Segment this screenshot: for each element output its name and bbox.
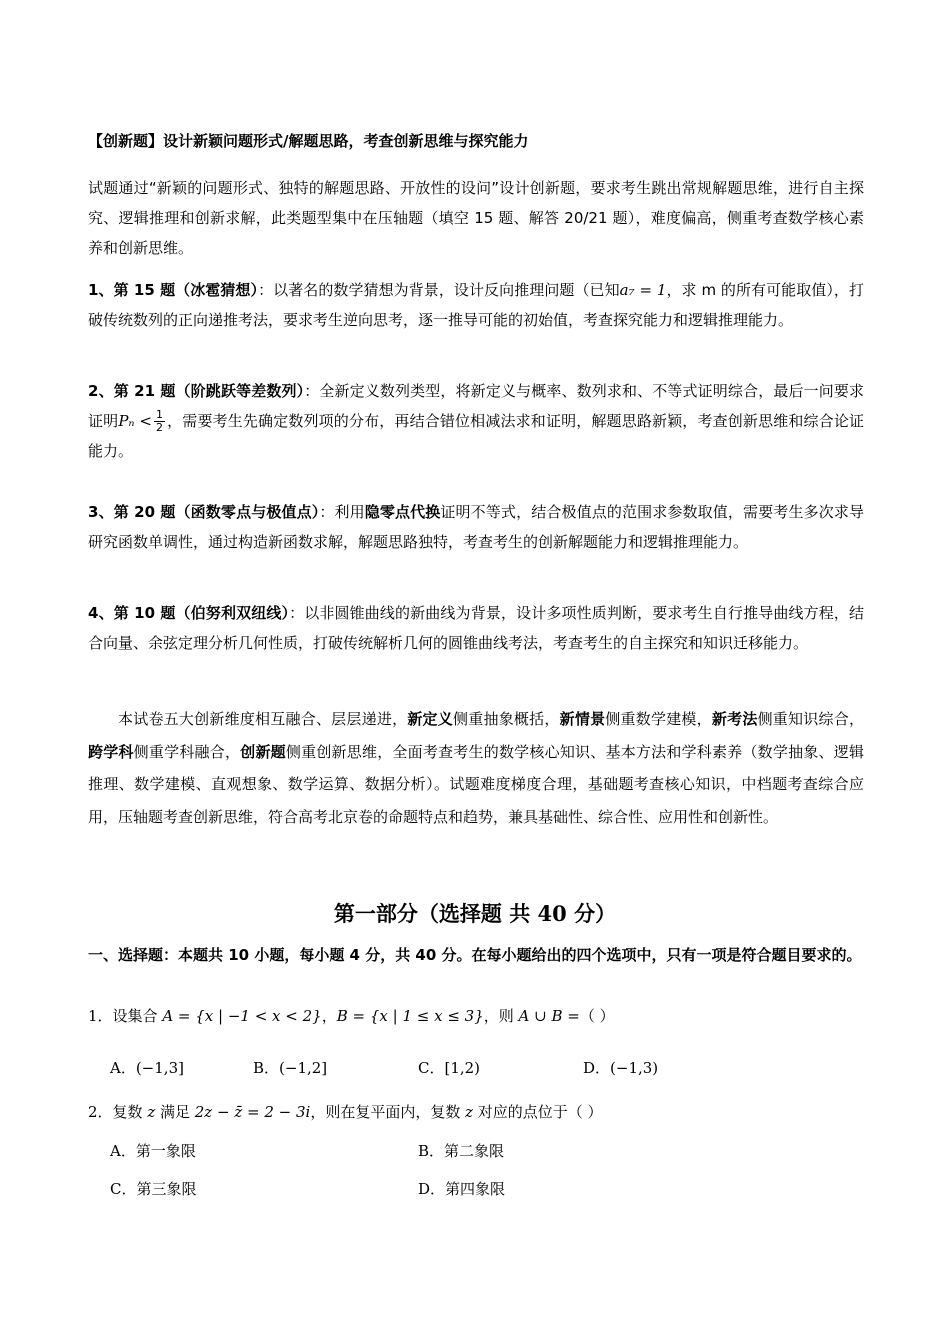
summary-text: 侧重学科融合， <box>133 742 241 761</box>
summary-text: 侧重抽象概括， <box>453 710 560 728</box>
item-text: ：以非圆锥曲线的新曲线为背景，设计多项性质判断，要求考生自行推导曲线方程，结合向量、余弦定理分析几何性质，打破传统解析几何的圆锥曲线考法，考查考生的自主探究和知识迁移能力。 <box>88 604 864 652</box>
math-expression: a₇ = 1 <box>619 281 667 299</box>
question-text: 对应的点位于（ ） <box>473 1103 603 1121</box>
summary-bold: 新考法 <box>711 710 758 728</box>
question-1-option-b[interactable]: B．(−1,2] <box>253 1059 328 1077</box>
question-text: =（ ） <box>562 1007 615 1025</box>
math-variable: z <box>147 1103 156 1121</box>
item-lead: 4、第 10 题（伯努利双纽线） <box>88 604 290 622</box>
question-1-option-a[interactable]: A．(−1,3] <box>110 1059 184 1077</box>
question-text: 1．设集合 <box>88 1007 163 1025</box>
item-lead: 3、第 20 题（函数零点与极值点） <box>88 503 320 521</box>
question-text: 满足 <box>155 1103 195 1121</box>
math-expression: B = {x | 1 ≤ x ≤ 3} <box>336 1007 484 1025</box>
question-text: 2．复数 <box>88 1103 148 1121</box>
item-text: ：以著名的数学猜想为背景，设计反向推理问题（已知 <box>258 281 620 299</box>
math-variable: z <box>465 1103 473 1121</box>
math-expression: 2z − z̄ = 2 − 3i <box>194 1103 311 1121</box>
question-2-option-b[interactable]: B．第二象限 <box>418 1142 505 1160</box>
fraction <box>154 409 165 434</box>
innovation-item-1 <box>88 275 864 335</box>
fraction-denominator: 2 <box>155 421 163 434</box>
question-1-option-d[interactable]: D．(−1,3) <box>583 1059 659 1077</box>
summary-text: 侧重数学建模， <box>605 710 712 728</box>
innovation-heading: 【创新题】设计新颖问题形式/解题思路，考查创新思维与探究能力 <box>88 132 529 150</box>
question-1-stem <box>88 1003 864 1029</box>
summary-text: 侧重知识综合， <box>757 710 864 728</box>
innovation-intro: 试题通过“新颖的问题形式、独特的解题思路、开放性的设问”设计创新题，要求考生跳出常规解题思维，进行自主探究、逻辑推理和创新求解，此类题型集中在压轴题（填空 15 题、解答 20/21 题），难度偏高，侧重考查数学核心素养和创新思维。 <box>88 179 864 257</box>
summary-bold: 新情景 <box>559 710 606 728</box>
math-expression: Pₙ < <box>118 412 152 430</box>
question-text: ， <box>321 1007 337 1025</box>
item-lead: 2、第 21 题（阶跳跃等差数列） <box>88 382 305 400</box>
question-2-option-c[interactable]: C．第三象限 <box>110 1180 197 1198</box>
summary-text: 侧重创新思维，全面考查考生的数学核心知识、基本方法和学科素养（数学抽象、逻辑推理、数学建模、直观想象、数学运算、数据分析）。试题难度梯度合理，基础题考查核心知识，中档题考查综合应用，压轴题考查创新思维，符合高考北京卷的命题特点和趋势，兼具基础性、综合性、应用性和创新性。 <box>88 742 864 826</box>
summary-paragraph <box>88 703 864 833</box>
part-one-instruction: 一、选择题：本题共 10 小题，每小题 4 分，共 40 分。在每小题给出的四个选项中，只有一项是符合题目要求的。 <box>88 946 862 964</box>
item-text: ，需要考生先确定数列项的分布，再结合错位相减法求和证明，解题思路新颖，考查创新思维和综合论证能力。 <box>88 412 864 460</box>
summary-bold: 新定义 <box>407 710 454 728</box>
summary-bold: 跨学科 <box>88 742 134 761</box>
question-text: ，则 <box>483 1007 519 1025</box>
math-expression: A = {x | −1 < x < 2} <box>162 1007 322 1025</box>
item-bold-term: 隐零点代换 <box>364 503 441 521</box>
question-text: ，则在复平面内，复数 <box>310 1103 466 1121</box>
item-text: ，求 m 的所有可能取值），打破传统数列的正向递推考法，要求考生逆向思考，逐一推导可能的初始值，考查探究能力和逻辑推理能力。 <box>88 281 865 329</box>
summary-text: 本试卷五大创新维度相互融合、层层递进， <box>118 710 408 728</box>
summary-bold: 创新题 <box>240 742 286 761</box>
item-text: ：全新定义数列类型，将新定义与概率、数列求和、不等式证明综合，最后一问要求证明 <box>88 382 864 430</box>
item-lead: 1、第 15 题（冰雹猜想） <box>88 281 259 299</box>
item-text: 证明不等式，结合极值点的范围求参数取值，需要考生多次求导研究函数单调性，通过构造新函数求解，解题思路独特，考查考生的创新解题能力和逻辑推理能力。 <box>88 503 864 551</box>
math-expression: A ∪ B <box>518 1007 563 1025</box>
part-one-title: 第一部分（选择题 共 40 分） <box>333 901 617 926</box>
innovation-item-2 <box>88 376 864 466</box>
question-2-option-a[interactable]: A．第一象限 <box>110 1142 196 1160</box>
innovation-item-3 <box>88 497 864 557</box>
question-2-option-d[interactable]: D．第四象限 <box>418 1180 506 1198</box>
innovation-item-4 <box>88 598 864 658</box>
question-1-option-c[interactable]: C．[1,2) <box>418 1059 481 1077</box>
fraction-numerator: 1 <box>155 408 163 421</box>
question-2-stem <box>88 1099 864 1125</box>
item-text: ：利用 <box>319 503 365 521</box>
